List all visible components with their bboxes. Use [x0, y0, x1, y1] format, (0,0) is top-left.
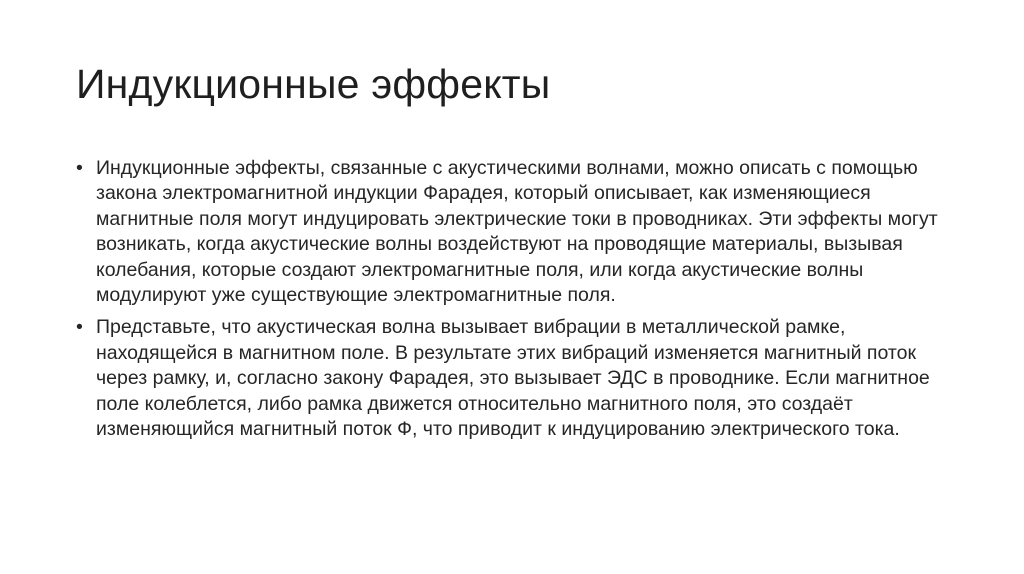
- bullet-text: Представьте, что акустическая волна вызывает вибрации в металлической рамке, находящейся в магнитном поле. В результате этих вибраций изменяется магнитный поток через рамку, и, согласно закону Фарадея, это вызывает ЭДС в проводнике. Если магнитное поле колеблется, либо рамка движется относительно магнитного поля, это создаёт изменяющийся магнитный поток Ф, что приводит к индуцированию электрического тока.: [96, 316, 930, 441]
- bullet-marker: •: [76, 316, 83, 339]
- slide-title: Индукционные эффекты: [76, 61, 551, 107]
- bullet-item-1: [76, 156, 956, 308]
- bullet-marker: •: [76, 157, 83, 179]
- bullet-list: [76, 156, 956, 449]
- bullet-item-2: [76, 315, 956, 442]
- bullet-text: Индукционные эффекты, связанные с акустическими волнами, можно описать с помощью закона электромагнитной индукции Фарадея, который описывает, как изменяющиеся магнитные поля могут индуцировать электрические токи в проводниках. Эти эффекты могут возникать, когда акустические волны воздействуют на проводящие материалы, вызывая колебания, которые создают электромагнитные поля, или когда акустические волны модулируют уже существующие электромагнитные поля.: [96, 157, 938, 307]
